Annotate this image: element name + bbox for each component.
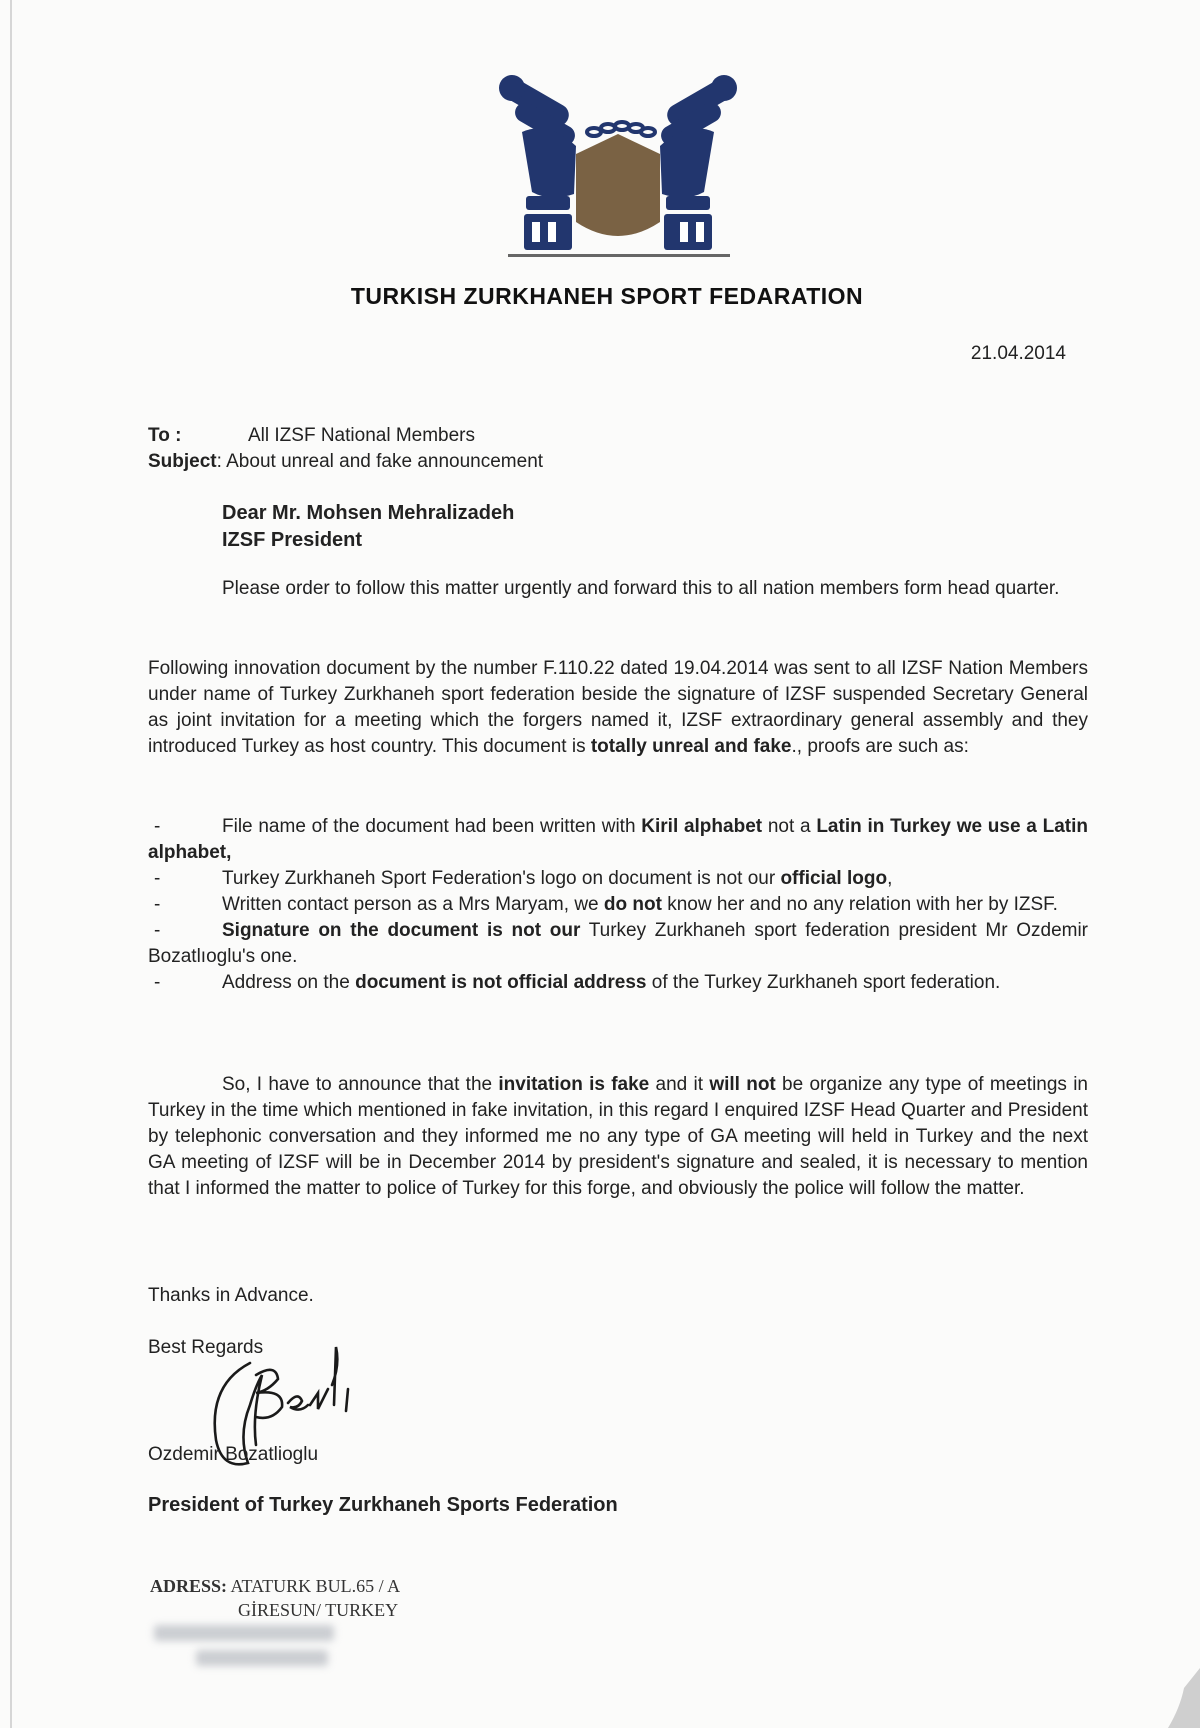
announcement-bold: invitation is fake (498, 1074, 650, 1095)
list-item (148, 866, 1088, 892)
salutation-name: Dear Mr. Mohsen Mehralizadeh (222, 502, 515, 524)
proof-text: of the Turkey Zurkhaneh sport federation. (646, 972, 1001, 993)
address-line2: GİRESUN/ TURKEY (238, 1600, 399, 1620)
page-corner-icon (1160, 1668, 1200, 1728)
subject-line (148, 449, 1088, 475)
paragraph-background-bold: totally unreal and fake (590, 736, 792, 757)
proof-text: Turkey Zurkhaneh Sport Federation's logo on document is not our (222, 868, 781, 889)
to-line (148, 423, 1088, 449)
proof-bold: official logo (780, 868, 888, 889)
letter-date: 21.04.2014 (970, 343, 1066, 364)
list-dash: - (154, 816, 161, 837)
list-dash: - (154, 868, 161, 889)
salutation (222, 500, 514, 554)
paragraph-announcement (148, 1072, 1088, 1202)
redacted-fax (196, 1650, 328, 1666)
proof-bold: Latin in Turkey we use a Latin alphabet, (148, 816, 1088, 863)
letterhead-title: TURKISH ZURKHANEH SPORT FEDARATION (350, 283, 864, 309)
proof-text: File name of the document had been written with (222, 816, 642, 837)
signer-name: Ozdemir Bozatlioglu (148, 1444, 319, 1465)
thanks-line: Thanks in Advance. (148, 1285, 314, 1306)
announcement-text: be organize any type of meetings in Turkey in the time which mentioned in fake invitation, in this regard I enquired IZSF Head Quarter and President by telephonic conversation and they informed me no any type of GA meeting will held in Turkey and the next GA meeting of IZSF will be in December 2014 by president's signature and sealed, it is necessary to mention that I informed the matter to police of Turkey for this forge, and obviously the police will follow the matter. (148, 1074, 1088, 1199)
paragraph-request: Please order to follow this matter urgently and forward this to all nation members form head quarter. (222, 578, 1060, 599)
announcement-text: and it (649, 1074, 710, 1095)
proof-text: know her and no any relation with her by IZSF. (661, 894, 1058, 915)
proof-text: Written contact person as a Mrs Maryam, we (222, 894, 604, 915)
address-label: ADRESS: (150, 1576, 228, 1596)
proof-bold: Kiril alphabet (641, 816, 763, 837)
proof-text: , (887, 868, 893, 889)
proof-text: not a (762, 816, 817, 837)
redacted-phone (154, 1625, 334, 1641)
subject-label: Subject (148, 451, 217, 472)
to-label: To : (148, 425, 182, 446)
list-dash: - (154, 920, 161, 941)
list-item (148, 814, 1088, 866)
to-value: All IZSF National Members (248, 425, 476, 446)
list-item (148, 892, 1088, 918)
announcement-text: So, I have to announce that the (222, 1074, 499, 1095)
proofs-list (148, 814, 1088, 996)
proof-text: Turkey Zurkhaneh sport federation president Mr Ozdemir Bozatlıoglu's one. (148, 920, 1089, 967)
proof-bold: Signature on the document is not our (222, 920, 581, 941)
proof-bold: document is not official address (355, 972, 647, 993)
federation-logo (498, 72, 738, 262)
scan-edge (10, 0, 12, 1728)
regards-line: Best Regards (148, 1337, 264, 1358)
address-block (150, 1574, 400, 1622)
zurkhaneh-logo-icon (498, 72, 738, 262)
paragraph-background-end: ., proofs are such as: (791, 736, 969, 757)
list-dash: - (154, 894, 161, 915)
list-item (148, 970, 1088, 996)
paragraph-background-text: Following innovation document by the number F.110.22 dated 19.04.2014 was sent to all IZSF Nation Members under name of Turkey Zurkhaneh sport federation beside the signature of IZSF suspended Secretary General as joint invitation for a meeting which the forgers named it, IZSF extraordinary general assembly and they introduced Turkey as host country. This document is (148, 658, 1088, 757)
proof-bold: do not (603, 894, 662, 915)
proof-text: Address on the (222, 972, 356, 993)
paragraph-background (148, 656, 1088, 760)
salutation-title: IZSF President (222, 529, 363, 551)
list-dash: - (154, 972, 161, 993)
signer-role: President of Turkey Zurkhaneh Sports Federation (148, 1494, 618, 1516)
announcement-bold: will not (709, 1074, 776, 1095)
list-item (148, 918, 1088, 970)
address-line1: ATATURK BUL.65 / A (227, 1576, 401, 1596)
subject-value: : About unreal and fake announcement (216, 451, 544, 472)
